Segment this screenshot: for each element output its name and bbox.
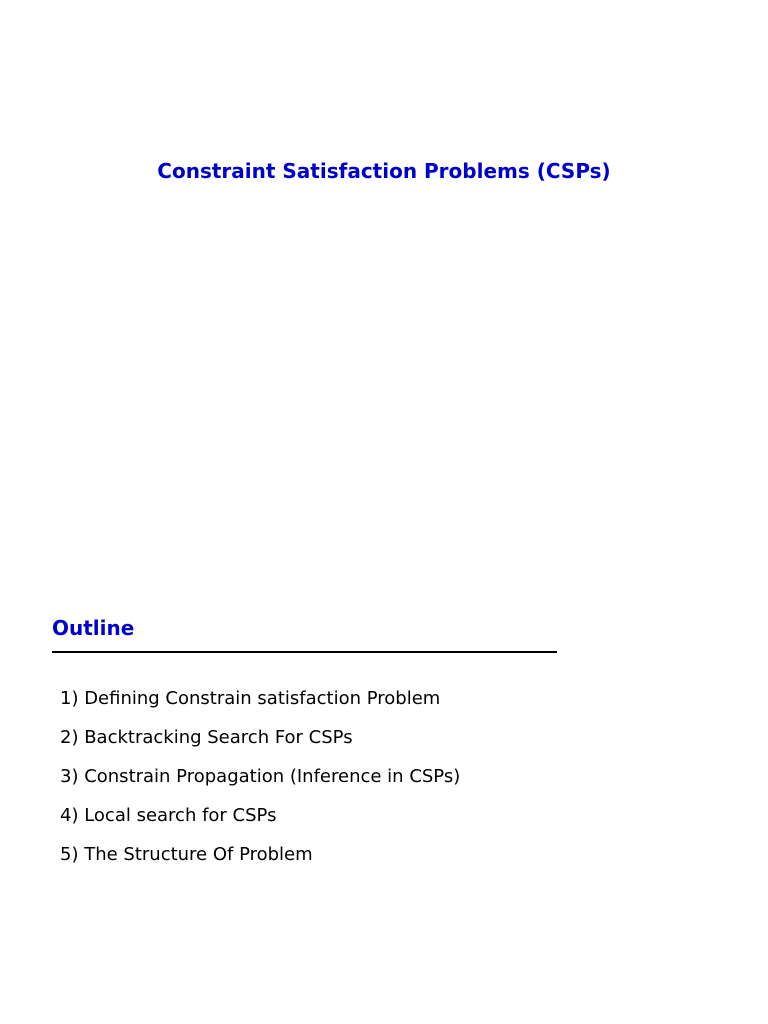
outline-item: 2) Backtracking Search For CSPs xyxy=(60,727,353,748)
outline-heading: Outline xyxy=(52,616,135,640)
outline-item: 1) Defining Constrain satisfaction Problem xyxy=(60,688,441,709)
outline-item: 4) Local search for CSPs xyxy=(60,805,277,826)
outline-item: 5) The Structure Of Problem xyxy=(60,844,313,865)
outline-item: 3) Constrain Propagation (Inference in CSPs) xyxy=(60,766,461,787)
outline-divider xyxy=(52,651,557,653)
page-title: Constraint Satisfaction Problems (CSPs) xyxy=(157,159,611,183)
outline-list xyxy=(60,685,460,880)
